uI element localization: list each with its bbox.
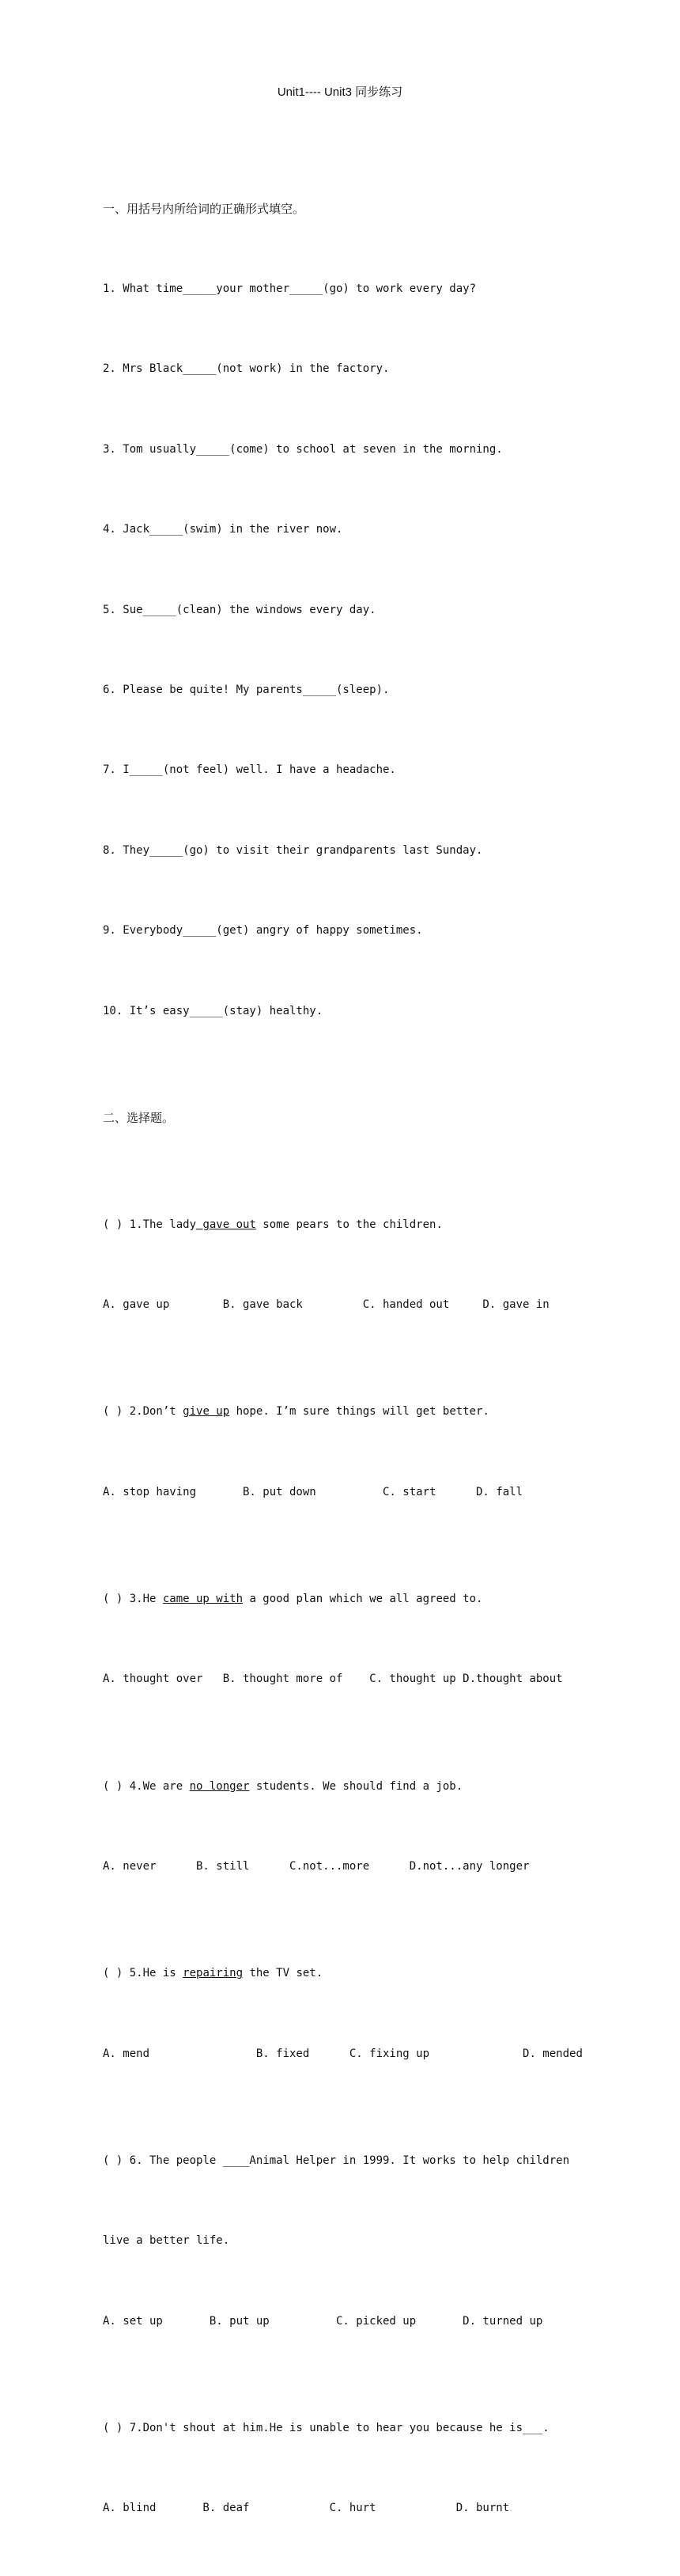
question-text: some pears to the children. bbox=[255, 1218, 443, 1231]
worksheet-body bbox=[103, 142, 585, 2576]
page-title: Unit1---- Unit3 同步练习 bbox=[277, 85, 403, 99]
question-7: ( ) 7.Don't shout at him.He is unable to hear you because he is___. bbox=[103, 2421, 550, 2434]
question-text: ( ) 2.Don’t bbox=[103, 1405, 183, 1419]
underlined-phrase: no longer bbox=[189, 1779, 250, 1793]
fill-item-3: 3. Tom usually_____(come) to school at seven in the morning. bbox=[103, 442, 503, 456]
question-text: a good plan which we all agreed to. bbox=[243, 1593, 483, 1606]
options-3: A. thought over B. thought more of C. thought up D.thought about bbox=[103, 1673, 563, 1686]
question-text: hope. I’m sure things will get better. bbox=[229, 1405, 489, 1419]
options-1: A. gave up B. gave back C. handed out D. gave in bbox=[103, 1298, 550, 1312]
question-5 bbox=[103, 1960, 585, 1987]
fill-item-7: 7. I_____(not feel) well. I have a headache. bbox=[103, 763, 396, 777]
question-2 bbox=[103, 1399, 585, 1426]
question-6-continuation: live a better life. bbox=[103, 2234, 230, 2248]
options-7: A. blind B. deaf C. hurt D. burnt bbox=[103, 2502, 510, 2515]
fill-item-6: 6. Please be quite! My parents_____(sleep). bbox=[103, 683, 390, 696]
options-2: A. stop having B. put down C. start D. fall bbox=[103, 1485, 523, 1498]
question-text: ( ) 4.We are bbox=[103, 1779, 190, 1793]
fill-item-5: 5. Sue_____(clean) the windows every day. bbox=[103, 603, 376, 616]
question-4 bbox=[103, 1774, 585, 1801]
options-4: A. never B. still C.not...more D.not...any longer bbox=[103, 1860, 530, 1873]
underlined-phrase: give up bbox=[183, 1405, 230, 1419]
underlined-phrase: gave out bbox=[196, 1218, 256, 1231]
fill-item-1: 1. What time_____your mother_____(go) to work every day? bbox=[103, 282, 477, 295]
question-text: students. We should find a job. bbox=[249, 1779, 463, 1793]
question-1 bbox=[103, 1212, 585, 1239]
section2-heading: 二、选择题。 bbox=[103, 1110, 175, 1125]
question-text: the TV set. bbox=[243, 1967, 323, 1980]
question-text: ( ) 1.The lady bbox=[103, 1218, 197, 1231]
fill-item-4: 4. Jack_____(swim) in the river now. bbox=[103, 523, 343, 536]
options-6: A. set up B. put up C. picked up D. turned up bbox=[103, 2314, 543, 2328]
fill-item-10: 10. It’s easy_____(stay) healthy. bbox=[103, 1004, 323, 1017]
fill-item-9: 9. Everybody_____(get) angry of happy sometimes. bbox=[103, 924, 423, 938]
underlined-phrase: repairing bbox=[183, 1967, 244, 1980]
question-text: ( ) 5.He is bbox=[103, 1967, 183, 1980]
underlined-phrase: came up with bbox=[162, 1593, 244, 1606]
question-6: ( ) 6. The people ____Animal Helper in 1999. It works to help children bbox=[103, 2154, 570, 2167]
question-text: ( ) 3.He bbox=[103, 1593, 163, 1606]
question-3 bbox=[103, 1586, 585, 1613]
options-5: A. mend B. fixed C. fixing up D. mended bbox=[103, 2047, 583, 2060]
section1-heading: 一、用括号内所给词的正确形式填空。 bbox=[103, 201, 305, 216]
fill-item-8: 8. They_____(go) to visit their grandparents last Sunday. bbox=[103, 843, 483, 857]
fill-item-2: 2. Mrs Black_____(not work) in the factory. bbox=[103, 362, 390, 376]
